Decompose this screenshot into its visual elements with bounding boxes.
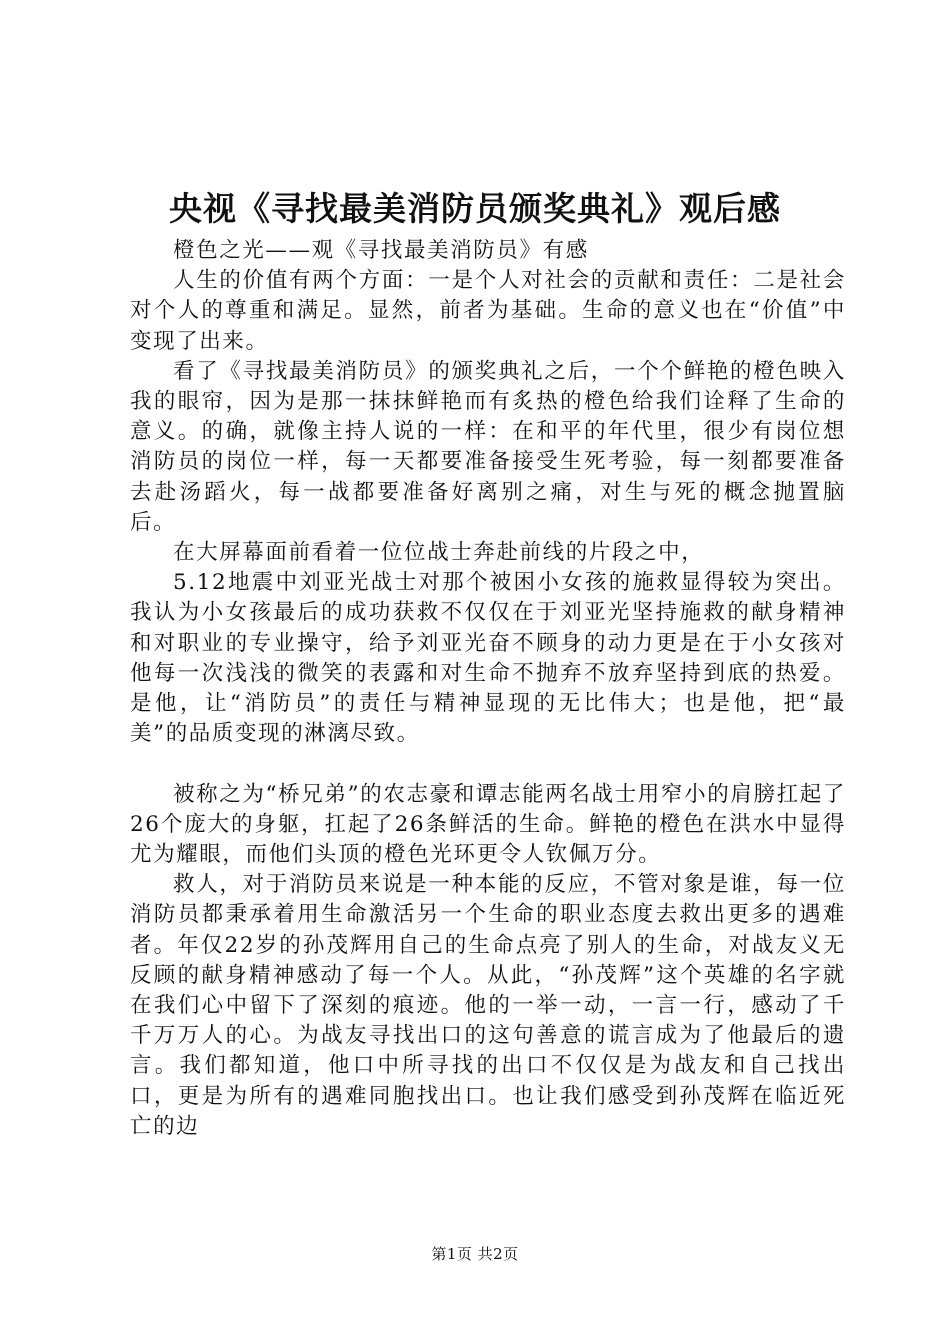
body-paragraph: 看了《寻找最美消防员》的颁奖典礼之后，一个个鲜艳的橙色映入我的眼帘，因为是那一抹抹鲜艳而有炙热的橙色给我们诠释了生命的意义。的确，就像主持人说的一样：在和平的年代里，很少有岗位想消防员的岗位一样，每一天都要准备接受生死考验，每一刻都要准备去赴汤蹈火，每一战都要准备好离别之痛，对生与死的概念抛置脑后。 xyxy=(130,358,846,535)
document-title: 央视《寻找最美消防员颁奖典礼》观后感 xyxy=(169,189,781,228)
body-paragraph: 救人，对于消防员来说是一种本能的反应，不管对象是谁，每一位消防员都秉承着用生命激活另一个生命的职业态度去救出更多的遇难者。年仅22岁的孙茂辉用自己的生命点亮了别人的生命，对战友义无反顾的献身精神感动了每一个人。从此，“孙茂辉”这个英雄的名字就在我们心中留下了深刻的痕迹。他的一举一动，一言一行，感动了千千万万人的心。为战友寻找出口的这句善意的谎言成为了他最后的遗言。我们都知道，他口中所寻找的出口不仅仅是为战友和自己找出口，更是为所有的遇难同胞找出口。也让我们感受到孙茂辉在临近死亡的边 xyxy=(130,872,846,1139)
body-paragraph: 5.12地震中刘亚光战士对那个被困小女孩的施救显得较为突出。我认为小女孩最后的成功获救不仅仅在于刘亚光坚持施救的献身精神和对职业的专业操守，给予刘亚光奋不顾身的动力更是在于小女孩对他每一次浅浅的微笑的表露和对生命不抛弃不放弃坚持到底的热爱。是他，让“消防员”的责任与精神显现的无比伟大；也是他，把“最美”的品质变现的淋漓尽致。 xyxy=(130,570,846,747)
body-paragraph: 人生的价值有两个方面：一是个人对社会的贡献和责任：二是社会对个人的尊重和满足。显然，前者为基础。生命的意义也在“价值”中变现了出来。 xyxy=(130,268,846,354)
paragraph-spacer xyxy=(130,749,846,779)
document-body xyxy=(130,236,846,1142)
body-paragraph: 在大屏幕面前看着一位位战士奔赴前线的片段之中， xyxy=(173,540,705,566)
page-footer: 第1页 共2页 xyxy=(431,1245,519,1263)
subtitle-paragraph: 橙色之光——观《寻找最美消防员》有感 xyxy=(173,238,589,263)
body-paragraph: 被称之为“桥兄弟”的农志豪和谭志能两名战士用窄小的肩膀扛起了26个庞大的身躯，扛起了26条鲜活的生命。鲜艳的橙色在洪水中显得尤为耀眼，而他们头顶的橙色光环更令人钦佩万分。 xyxy=(130,781,846,868)
